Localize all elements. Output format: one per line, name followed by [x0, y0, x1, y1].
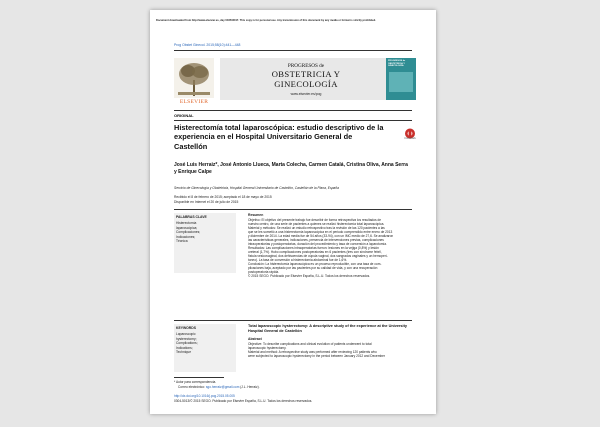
resumen-line: Resultados: Las complicaciones intraoperatorias fueron: lesiones en la vejiga (0,8%) y lesión [248, 246, 379, 250]
resumen-line: Conclusión: La histerectomía laparoscópica es un proceso reproducible, con una tasa de com- [248, 262, 382, 266]
keywords-en-box [174, 324, 236, 372]
resumen-line: toneo). La tasa de conversión a histerectomía abdominal fue de 1,6%. [248, 258, 348, 262]
affiliation: Servicio de Ginecología y Obstetricia, Hospital General Universitario de Castellón, Castellón de la Plana, España [174, 186, 339, 190]
journal-title-line1: PROGRESOS de [287, 63, 325, 69]
download-notice: Document downloaded from http://www.elsevier.es, day 04/05/2017. This copy is for personal use. Any transmission of this document by any media or format is strictly prohibited. [156, 19, 376, 22]
cover-title: PROGRESOS de OBSTETRICIA Y GINECOLOGÍA [388, 60, 406, 68]
resumen-line: Objetivo: El objetivo del presente trabajo fue describir de forma retrospectiva los resultados de [248, 218, 382, 222]
publisher-name: ELSEVIER [179, 99, 209, 105]
author-list: José Luis Herraiz*, José Antonio Llueca, Marta Colecha, Carmen Catalá, Cristina Oliva, Anna Serra y Enrique Calpe [174, 162, 408, 175]
doi-link[interactable]: http://dx.doi.org/10.1016/j.pog.2015.05.005 [174, 394, 235, 398]
resumen-line: y diciembre de 2014. La edad media fue de 54 años (33-94), con un IMC medio de 27,6. Se analizaron [248, 234, 394, 238]
abstract-line: Objective: To describe complications and clinical evolution of patients underwent to total [248, 342, 372, 346]
keyword-item: Histerectomía [176, 221, 197, 225]
article-title: Histerectomía total laparoscópica: estudio descriptivo de la experiencia en el Hospital Universitario General de Castellón [174, 123, 384, 151]
correspondence-note: * Autor para correspondencia. [174, 380, 217, 384]
article-type: ORIGINAL [174, 113, 194, 118]
resumen-line: intraoperatorias y postoperatorias, duración del procedimiento y tasa de conversión a laparotomía. [248, 242, 387, 246]
resumen-line: nuestro centro, de una serie de pacientes a quienes se realizó histerectomía total laparoscópica. [248, 222, 385, 226]
keyword-item: laparoscópica; [176, 225, 198, 230]
keywords-es-box [174, 213, 236, 273]
resumen-heading: Resumen [248, 213, 264, 217]
resumen-line: Material y métodos: Se realizó un estudio retrospectivo tras la revisión de las 120 pacientes a las [248, 226, 385, 230]
journal-title-line2: OBSTETRICIA Y [271, 69, 341, 79]
journal-header [174, 58, 414, 108]
email-suffix: (J.L. Herraiz). [240, 385, 260, 389]
resumen-line: plicaciones baja, aceptado por las pacientes por su calidad de vida, y con una recuperación [248, 266, 378, 270]
english-title: Total laparoscopic hysterectomy: A descriptive study of the experience at the University Hospital General de Castellón [248, 324, 407, 333]
type-rule [174, 120, 412, 121]
copyright-line: 0304-5013/© 2015 SEGO. Publicado por Elsevier España, S.L.U. Todos los derechos reservados. [174, 399, 313, 403]
journal-url[interactable]: www.elsevier.es/pog [290, 92, 322, 96]
email-link[interactable]: sgo.herraiz@gmail.com [205, 385, 240, 389]
keyword-item: Complicaciones; [176, 230, 201, 234]
journal-title-band [220, 58, 392, 100]
keyword-item: Complications; [176, 341, 198, 345]
resumen-line: las características generales, indicaciones, presencia de intervenciones previas, complicaciones [248, 238, 384, 242]
cover-graphic [389, 72, 413, 92]
email-line [178, 385, 418, 389]
keywords-en-heading: KEYWORDS [176, 326, 196, 330]
top-rule [174, 50, 412, 51]
crossmark-label: CrossMark [404, 137, 416, 140]
keyword-item: Indications; [176, 345, 193, 350]
resumen-line: fístula vesicovaginal, dos dehiscencias de cúpula vaginal, dos sangrados vaginales y un hemoperi- [248, 254, 388, 258]
abstract-heading: Abstract [248, 337, 262, 341]
footnote-rule [174, 377, 224, 378]
keyword-item: hysterectomy; [176, 336, 197, 341]
article-page [150, 10, 436, 414]
abstract-line: Material and method: A retrospective study was performed after reviewing 120 patients who [248, 350, 377, 354]
resumen-rule [174, 320, 412, 321]
email-label: Correo electrónico: [178, 385, 205, 389]
keyword-item: Indicaciones; [176, 234, 196, 239]
abstract-line: laparoscopic hysterectomy. [248, 346, 287, 350]
received-date: Recibido el 8 de febrero de 2015; aceptado el 18 de mayo de 2015 [174, 195, 272, 199]
journal-cover [386, 58, 416, 100]
resumen-line: ureteral (1,7%). Hubo complicaciones postoperatorias en 6 pacientes (tres con síndrome febril, [248, 250, 382, 254]
abstract-line: were subjected to laparoscopic hysterectomy in the period between January 2012 and December [248, 354, 385, 358]
online-date: Disponible en Internet el 20 de julio de 2015 [174, 200, 239, 204]
elsevier-logo [174, 58, 214, 106]
keyword-item: Technique [176, 350, 192, 354]
crossmark-badge[interactable] [402, 126, 418, 142]
keywords-es-heading: PALABRAS CLAVE [176, 215, 207, 219]
dates-rule [174, 209, 412, 210]
resumen-line: postoperatoria rápida. [248, 270, 280, 274]
resumen-line: © 2015 SEGO. Publicado por Elsevier España, S.L.U. Todos los derechos reservados. [248, 274, 371, 278]
resumen-line: que se les sometió a una histerectomía laparoscópica en el periodo comprendido entre enero de 2013 [248, 230, 393, 234]
citation-line[interactable]: Prog Obstet Ginecol. 2015;58(10):441—448 [174, 43, 241, 47]
keyword-item: Técnica [176, 239, 188, 243]
journal-title-line3: GINECOLOGÍA [274, 79, 338, 89]
keyword-item: Laparoscopic [176, 332, 196, 336]
header-rule [174, 110, 412, 111]
